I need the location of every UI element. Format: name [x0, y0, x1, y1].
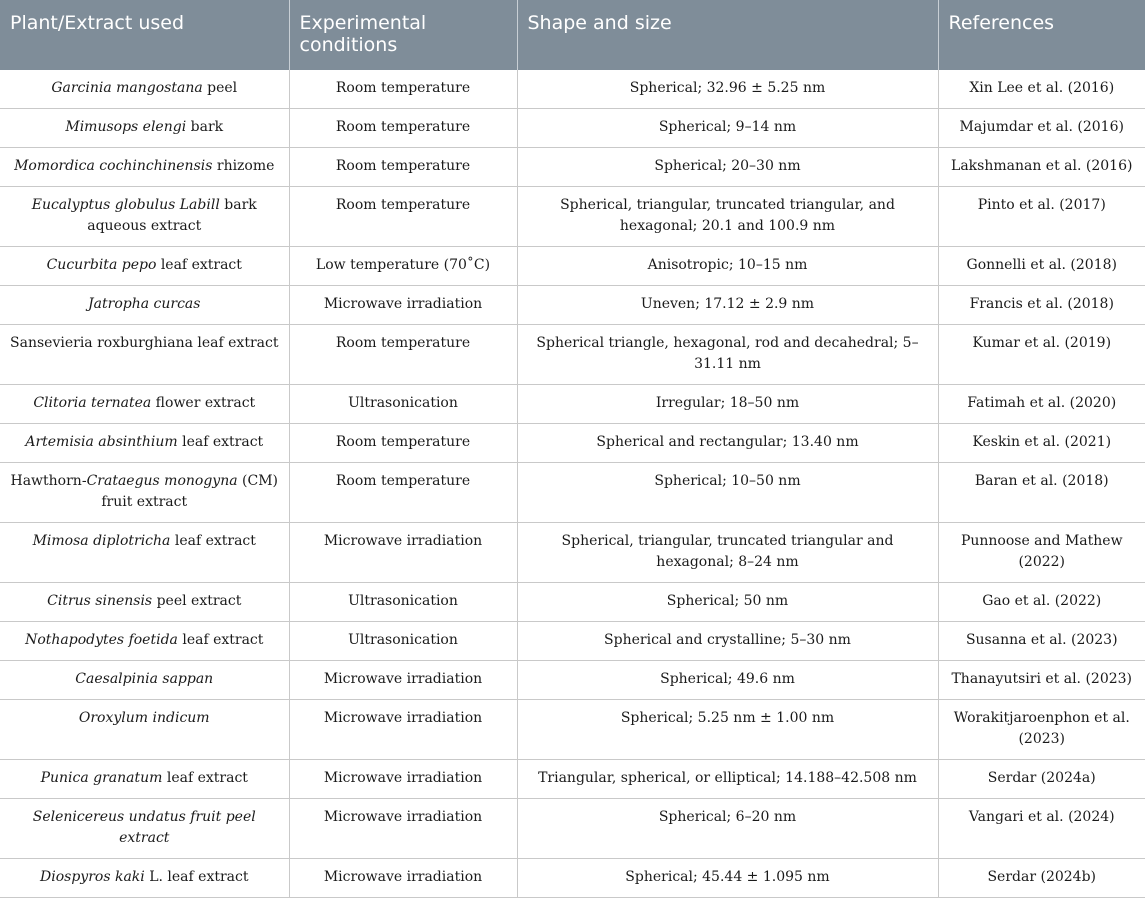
conditions-cell: Ultrasonication — [289, 385, 517, 424]
conditions-cell: Microwave irradiation — [289, 286, 517, 325]
table-row — [0, 661, 1145, 700]
shape-cell: Uneven; 17.12 ± 2.9 nm — [517, 286, 938, 325]
table-row — [0, 463, 1145, 523]
header-plant: Plant/Extract used — [0, 0, 289, 70]
table-row — [0, 247, 1145, 286]
plant-species: Crataegus monogyna — [86, 473, 238, 490]
plant-part: rhizome — [212, 158, 275, 175]
shape-cell: Spherical and crystalline; 5–30 nm — [517, 622, 938, 661]
table-body — [0, 70, 1145, 898]
table-row — [0, 286, 1145, 325]
plant-species: Nothapodytes foetida — [25, 632, 178, 649]
plant-cell — [0, 622, 289, 661]
conditions-cell: Ultrasonication — [289, 583, 517, 622]
table-row — [0, 760, 1145, 799]
table-row — [0, 424, 1145, 463]
plant-part: (CM) fruit extract — [101, 473, 278, 511]
conditions-cell: Microwave irradiation — [289, 760, 517, 799]
reference-cell: Baran et al. (2018) — [938, 463, 1145, 523]
shape-cell: Spherical triangle, hexagonal, rod and decahedral; 5–31.11 nm — [517, 325, 938, 385]
plant-species: Artemisia absinthium — [25, 434, 178, 451]
plant-part: peel — [202, 80, 238, 96]
shape-cell: Anisotropic; 10–15 nm — [517, 247, 938, 286]
plant-prefix: Hawthorn- — [10, 473, 87, 490]
shape-cell: Spherical; 9–14 nm — [517, 109, 938, 148]
plant-species: Momordica cochinchinensis — [14, 158, 213, 175]
reference-cell: Fatimah et al. (2020) — [938, 385, 1145, 424]
reference-cell: Serdar (2024a) — [938, 760, 1145, 799]
header-row — [0, 0, 1145, 70]
table-row — [0, 109, 1145, 148]
plant-cell — [0, 247, 289, 286]
table-row — [0, 799, 1145, 859]
plant-cell — [0, 286, 289, 325]
conditions-cell: Low temperature (70˚C) — [289, 247, 517, 286]
conditions-cell: Room temperature — [289, 325, 517, 385]
plant-part: flower extract — [151, 395, 256, 412]
plant-cell — [0, 760, 289, 799]
table-row — [0, 859, 1145, 898]
plant-cell — [0, 148, 289, 187]
plant-cell — [0, 463, 289, 523]
shape-cell: Spherical; 5.25 nm ± 1.00 nm — [517, 700, 938, 760]
conditions-cell: Ultrasonication — [289, 622, 517, 661]
plant-part: leaf extract — [177, 434, 264, 451]
plant-species: Garcinia mangostana — [51, 80, 203, 96]
conditions-cell: Microwave irradiation — [289, 799, 517, 859]
reference-cell: Lakshmanan et al. (2016) — [938, 148, 1145, 187]
header-references: References — [938, 0, 1145, 70]
reference-cell: Susanna et al. (2023) — [938, 622, 1145, 661]
shape-cell: Spherical, triangular, truncated triangular, and hexagonal; 20.1 and 100.9 nm — [517, 187, 938, 247]
conditions-cell: Room temperature — [289, 70, 517, 109]
header-shape: Shape and size — [517, 0, 938, 70]
plant-species: Citrus sinensis — [47, 593, 153, 610]
shape-cell: Spherical; 50 nm — [517, 583, 938, 622]
shape-cell: Spherical; 10–50 nm — [517, 463, 938, 523]
plant-cell — [0, 424, 289, 463]
table-row — [0, 622, 1145, 661]
plant-species: Cucurbita pepo — [46, 257, 157, 274]
conditions-cell: Microwave irradiation — [289, 859, 517, 898]
reference-cell: Francis et al. (2018) — [938, 286, 1145, 325]
plant-species: Clitoria ternatea — [33, 395, 152, 412]
plant-cell — [0, 799, 289, 859]
plant-part: leaf extract — [170, 533, 256, 550]
conditions-cell: Room temperature — [289, 463, 517, 523]
reference-cell: Gao et al. (2022) — [938, 583, 1145, 622]
plant-cell — [0, 523, 289, 583]
reference-cell: Punnoose and Mathew (2022) — [938, 523, 1145, 583]
shape-cell: Spherical; 20–30 nm — [517, 148, 938, 187]
table-row — [0, 385, 1145, 424]
plant-cell — [0, 109, 289, 148]
conditions-cell: Room temperature — [289, 148, 517, 187]
conditions-cell: Room temperature — [289, 109, 517, 148]
shape-cell: Spherical; 49.6 nm — [517, 661, 938, 700]
plant-part: leaf extract — [162, 770, 248, 787]
plant-cell — [0, 661, 289, 700]
conditions-cell: Microwave irradiation — [289, 523, 517, 583]
reference-cell: Pinto et al. (2017) — [938, 187, 1145, 247]
shape-cell: Spherical; 6–20 nm — [517, 799, 938, 859]
shape-cell: Spherical and rectangular; 13.40 nm — [517, 424, 938, 463]
plant-part: Sansevieria roxburghiana leaf extract — [10, 335, 279, 352]
reference-cell: Majumdar et al. (2016) — [938, 109, 1145, 148]
reference-cell: Keskin et al. (2021) — [938, 424, 1145, 463]
plant-part: peel extract — [152, 593, 242, 610]
conditions-cell: Room temperature — [289, 187, 517, 247]
plant-species: Oroxylum indicum — [78, 710, 210, 727]
plant-cell — [0, 583, 289, 622]
reference-cell: Worakitjaroenphon et al. (2023) — [938, 700, 1145, 760]
plant-species: Mimusops elengi — [65, 119, 187, 136]
reference-cell: Serdar (2024b) — [938, 859, 1145, 898]
plant-species: Caesalpinia sappan — [75, 671, 214, 688]
plant-part: L. leaf extract — [144, 869, 249, 886]
shape-cell: Irregular; 18–50 nm — [517, 385, 938, 424]
plant-species: Jatropha curcas — [88, 296, 201, 313]
plant-cell — [0, 700, 289, 760]
conditions-cell: Microwave irradiation — [289, 661, 517, 700]
table-row — [0, 148, 1145, 187]
shape-cell: Triangular, spherical, or elliptical; 14.188–42.508 nm — [517, 760, 938, 799]
plant-species: Mimosa diplotricha — [32, 533, 171, 550]
table-row — [0, 523, 1145, 583]
reference-cell: Kumar et al. (2019) — [938, 325, 1145, 385]
reference-cell: Thanayutsiri et al. (2023) — [938, 661, 1145, 700]
plant-species: Punica granatum — [40, 770, 163, 787]
plant-cell — [0, 385, 289, 424]
plant-cell — [0, 70, 289, 109]
plant-cell — [0, 187, 289, 247]
plant-species: Diospyros kaki — [40, 869, 145, 886]
plant-species: Eucalyptus globulus Labill — [31, 197, 220, 214]
conditions-cell: Microwave irradiation — [289, 700, 517, 760]
plant-part: bark — [186, 119, 224, 136]
reference-cell: Gonnelli et al. (2018) — [938, 247, 1145, 286]
plant-species: Selenicereus undatus fruit peel extract — [32, 809, 256, 847]
header-conditions: Experimental conditions — [289, 0, 517, 70]
plant-part: bark aqueous extract — [87, 197, 257, 235]
shape-cell: Spherical; 32.96 ± 5.25 nm — [517, 70, 938, 109]
plant-part: leaf extract — [156, 257, 242, 274]
table-row — [0, 70, 1145, 109]
plant-part: leaf extract — [177, 632, 264, 649]
table-row — [0, 325, 1145, 385]
table-row — [0, 583, 1145, 622]
table-row — [0, 700, 1145, 760]
shape-cell: Spherical; 45.44 ± 1.095 nm — [517, 859, 938, 898]
plant-cell — [0, 325, 289, 385]
conditions-cell: Room temperature — [289, 424, 517, 463]
reference-cell: Xin Lee et al. (2016) — [938, 70, 1145, 109]
table-row — [0, 187, 1145, 247]
shape-cell: Spherical, triangular, truncated triangular and hexagonal; 8–24 nm — [517, 523, 938, 583]
plant-cell — [0, 859, 289, 898]
reference-cell: Vangari et al. (2024) — [938, 799, 1145, 859]
